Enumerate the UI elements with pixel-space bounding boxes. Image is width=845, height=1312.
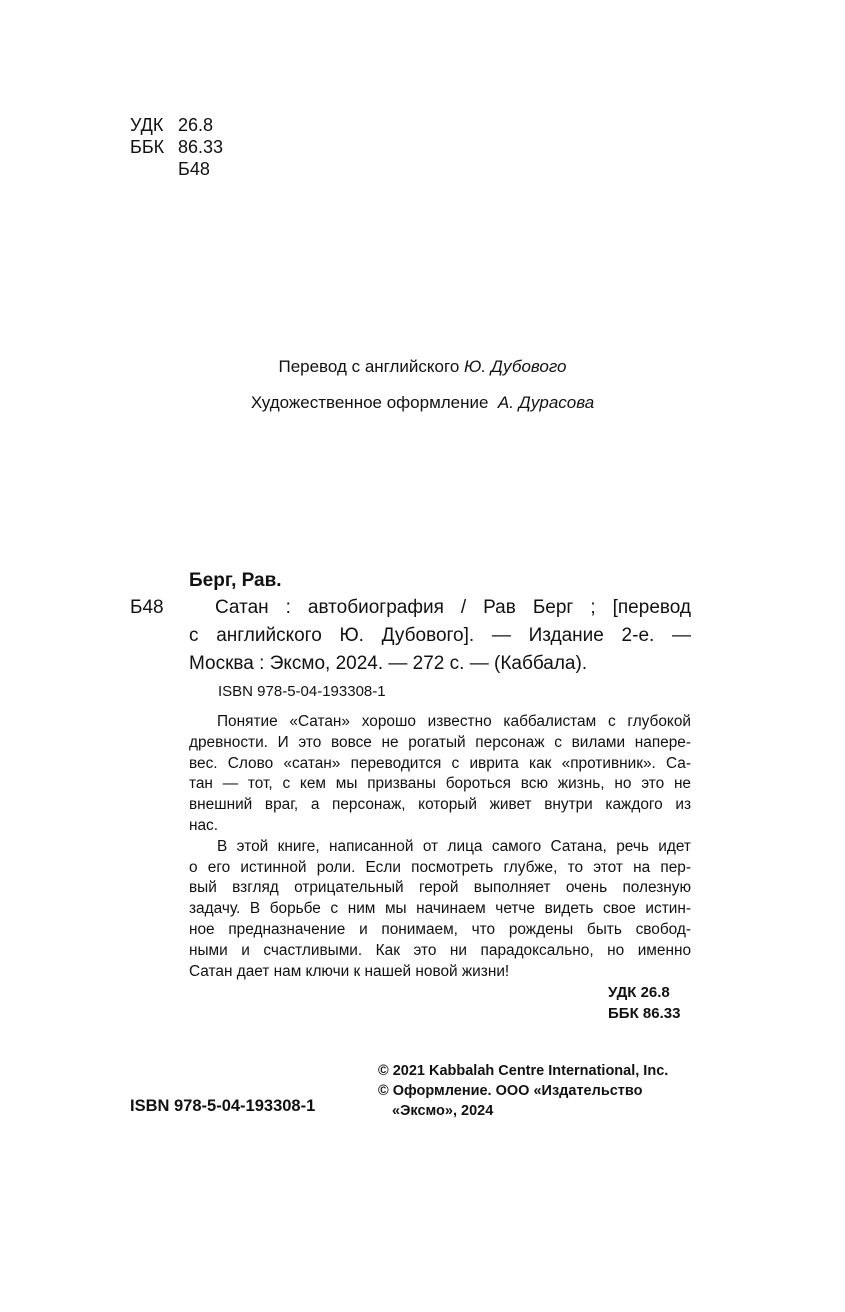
udk-row — [130, 114, 223, 136]
abstract-line: ное предназначение и понимаем, что рождены быть свобод- — [189, 920, 691, 938]
biblio-line-1: Сатан : автобиография / Рав Берг ; [перевод — [215, 597, 691, 618]
udk-code: УДК 26.8 — [608, 984, 670, 1001]
designer-name: А. Дурасова — [497, 393, 595, 412]
cutter-value: Б48 — [178, 159, 210, 179]
codes-right-block — [608, 982, 680, 1024]
biblio-line-2: с английского Ю. Дубового]. — Издание 2-е. — — [189, 625, 691, 646]
bbk-code: ББК 86.33 — [608, 1005, 681, 1022]
abstract-line: Понятие «Сатан» хорошо известно каббалистам с глубокой — [217, 713, 691, 730]
design-label: Художественное оформление — [250, 393, 489, 412]
bbk-label: ББК — [130, 137, 165, 157]
translation-credit — [0, 357, 845, 377]
copyright-line-2: © Оформление. ООО «Издательство — [378, 1083, 643, 1099]
copyright-line-1: © 2021 Kabbalah Centre International, Inc. — [378, 1063, 669, 1079]
author-heading: Берг, Рав. — [189, 570, 282, 591]
bbk-value: 86.33 — [178, 137, 224, 157]
translation-label: Перевод с английского — [278, 357, 460, 376]
abstract-line: вес. Слово «сатан» переводится с иврита как «противник». Са- — [189, 754, 691, 772]
design-credit — [0, 393, 845, 413]
abstract-line: о его истинной роли. Если посмотреть глубже, то этот на пер- — [189, 858, 691, 876]
copyright-line-3: «Эксмо», 2024 — [392, 1103, 494, 1119]
abstract-line: ными и счастливыми. Как это ни парадоксально, но именно — [189, 941, 691, 959]
isbn-main: ISBN 978-5-04-193308-1 — [130, 1097, 316, 1115]
abstract-line: Сатан дает нам ключи к нашей новой жизни! — [189, 962, 510, 980]
record-isbn: ISBN 978-5-04-193308-1 — [218, 683, 386, 700]
translator-name: Ю. Дубового — [464, 357, 567, 376]
abstract-line: древности. И это вовсе не рогатый персонаж с вилами напере- — [189, 733, 691, 751]
copyright-block — [378, 1061, 668, 1121]
abstract — [189, 712, 691, 982]
abstract-line: задачу. В борьбе с ним мы начинаем четче видеть свое истин- — [189, 900, 691, 918]
record-cutter: Б48 — [130, 597, 164, 618]
abstract-line: тан — тот, с кем мы призваны бороться всю жизнь, но это не — [189, 775, 691, 793]
udk-label: УДК — [130, 115, 164, 135]
classification-block — [130, 114, 223, 180]
cutter-row — [130, 158, 223, 180]
abstract-line: нас. — [189, 816, 219, 834]
spacer — [130, 158, 178, 180]
abstract-line: В этой книге, написанной от лица самого Сатана, речь идет — [217, 837, 691, 855]
abstract-line: вый взгляд отрицательный герой выполняет очень полезную — [189, 879, 691, 897]
udk-value: 26.8 — [178, 115, 214, 135]
abstract-line: внешний враг, а персонаж, который живет внутри каждого из — [189, 796, 691, 814]
bbk-row — [130, 136, 223, 158]
biblio-line-3: Москва : Эксмо, 2024. — 272 с. — (Каббала). — [189, 653, 588, 674]
